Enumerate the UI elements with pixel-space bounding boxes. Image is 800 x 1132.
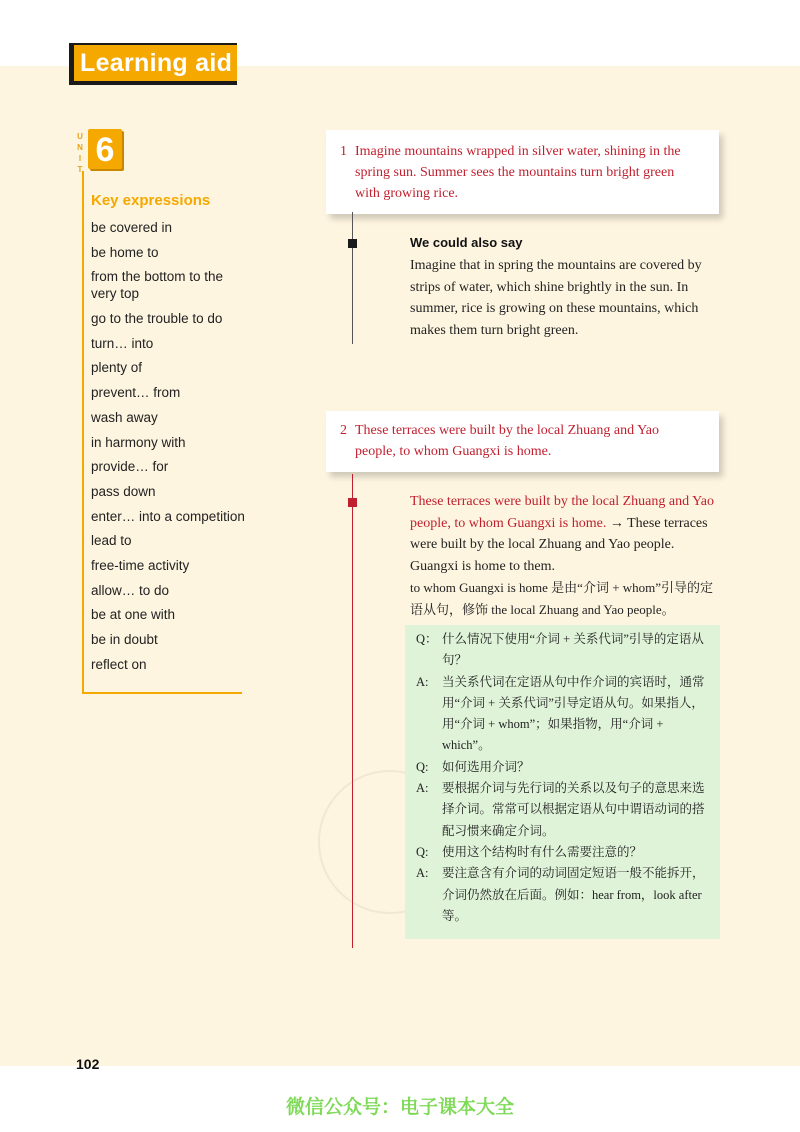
key-expression: allow… to do [91, 582, 170, 598]
unit-number: 6 [95, 131, 115, 169]
sidebar-bottom-border [82, 692, 242, 694]
key-expression: be covered in [91, 220, 173, 235]
page-number: 102 [76, 1056, 100, 1072]
annotation-marker [348, 239, 357, 248]
qa-label: A: [416, 781, 429, 796]
qa-item [416, 863, 712, 927]
sentence-number: 1 [340, 144, 347, 159]
key-expression: be in doubt [91, 632, 158, 647]
key-expression: go to the trouble to do [91, 311, 223, 327]
key-expression: prevent… from [91, 385, 181, 401]
qa-text: 如何选用介词？ [442, 759, 530, 774]
qa-item [416, 757, 712, 778]
explanation-red-sentence: These terraces were built by the local Zhuang and Yao people, to whom Guangxi is home. [410, 494, 715, 531]
qa-text: 什么情况下使用“介词 + 关系代词”引导的定语从句？ [442, 632, 704, 668]
qa-text: 使用这个结构时有什么需要注意的？ [442, 844, 643, 859]
sentence-number: 2 [340, 423, 347, 438]
annotation-line [352, 212, 353, 344]
unit-label: U N I T [77, 132, 83, 174]
qa-item [416, 842, 712, 863]
qa-label: Q: [416, 759, 429, 774]
qa-text: 要注意含有介词的动词固定短语一般不能拆开，介词仍然放在后面。例如：hear from，look after 等。 [442, 866, 705, 923]
note-text: Imagine that in spring the mountains are covered by strips of water, which shine brightly in the sun. In summer, rice is growing on these mountains, which makes them turn bright green. [410, 258, 702, 338]
qa-item [416, 778, 712, 842]
qa-label: A: [416, 866, 429, 881]
key-expression: provide… for [91, 459, 169, 475]
key-expression: free-time activity [91, 557, 190, 573]
explanation-text [410, 491, 725, 577]
sentence-text: Imagine mountains wrapped in silver water, shining in the spring sun. Summer sees the mountains turn bright green with growing rice. [355, 144, 681, 201]
qa-label: A: [416, 674, 429, 689]
key-expression: from the bottom to the very top [91, 269, 224, 302]
key-expression: plenty of [91, 360, 143, 376]
annotation-marker [348, 498, 357, 507]
qa-list [416, 629, 712, 927]
footer-watermark-text: 微信公众号：电子课本大全 [285, 1096, 514, 1118]
sentence-text: These terraces were built by the local Zhuang and Yao people, to whom Guangxi is home. [355, 423, 660, 459]
key-expression: turn… into [91, 335, 154, 351]
sentence-card-2 [326, 411, 719, 472]
key-expressions-title: Key expressions [91, 192, 211, 209]
key-expression: enter… into a competition [91, 508, 245, 524]
key-expression: in harmony with [91, 434, 186, 450]
key-expression: be at one with [91, 607, 176, 623]
page-header-title: Learning aid [74, 45, 237, 81]
qa-label: Q： [416, 632, 438, 646]
qa-text: 当关系代词在定语从句中作介词的宾语时，通常用“介词 + 关系代词”引导定语从句。如果指人，用“介词 + whom”；如果指物，用“介词 + which”。 [442, 674, 705, 753]
qa-item [416, 672, 712, 757]
explanation-rewrite: → These terraces were built by the local Zhuang and Yao people. Guangxi is home to them. [410, 515, 708, 574]
sentence-card-1 [326, 130, 719, 214]
key-expressions-list [91, 219, 251, 680]
key-expression: reflect on [91, 656, 147, 672]
key-expression: be home to [91, 244, 159, 260]
explanation-chinese: to whom Guangxi is home 是由“介词 + whom”引导的定语从句，修饰 the local Zhuang and Yao people。 [410, 580, 714, 617]
key-expression: pass down [91, 483, 156, 499]
note-title: We could also say [410, 235, 523, 250]
key-expression: lead to [91, 533, 132, 549]
qa-text: 要根据介词与先行词的关系以及句子的意思来选择介词。常常可以根据定语从句中谓语动词的搭配习惯来确定介词。 [442, 781, 705, 838]
sidebar-border [82, 171, 84, 694]
key-expression: wash away [91, 409, 158, 425]
qa-item [416, 629, 712, 672]
qa-label: Q: [416, 844, 429, 859]
